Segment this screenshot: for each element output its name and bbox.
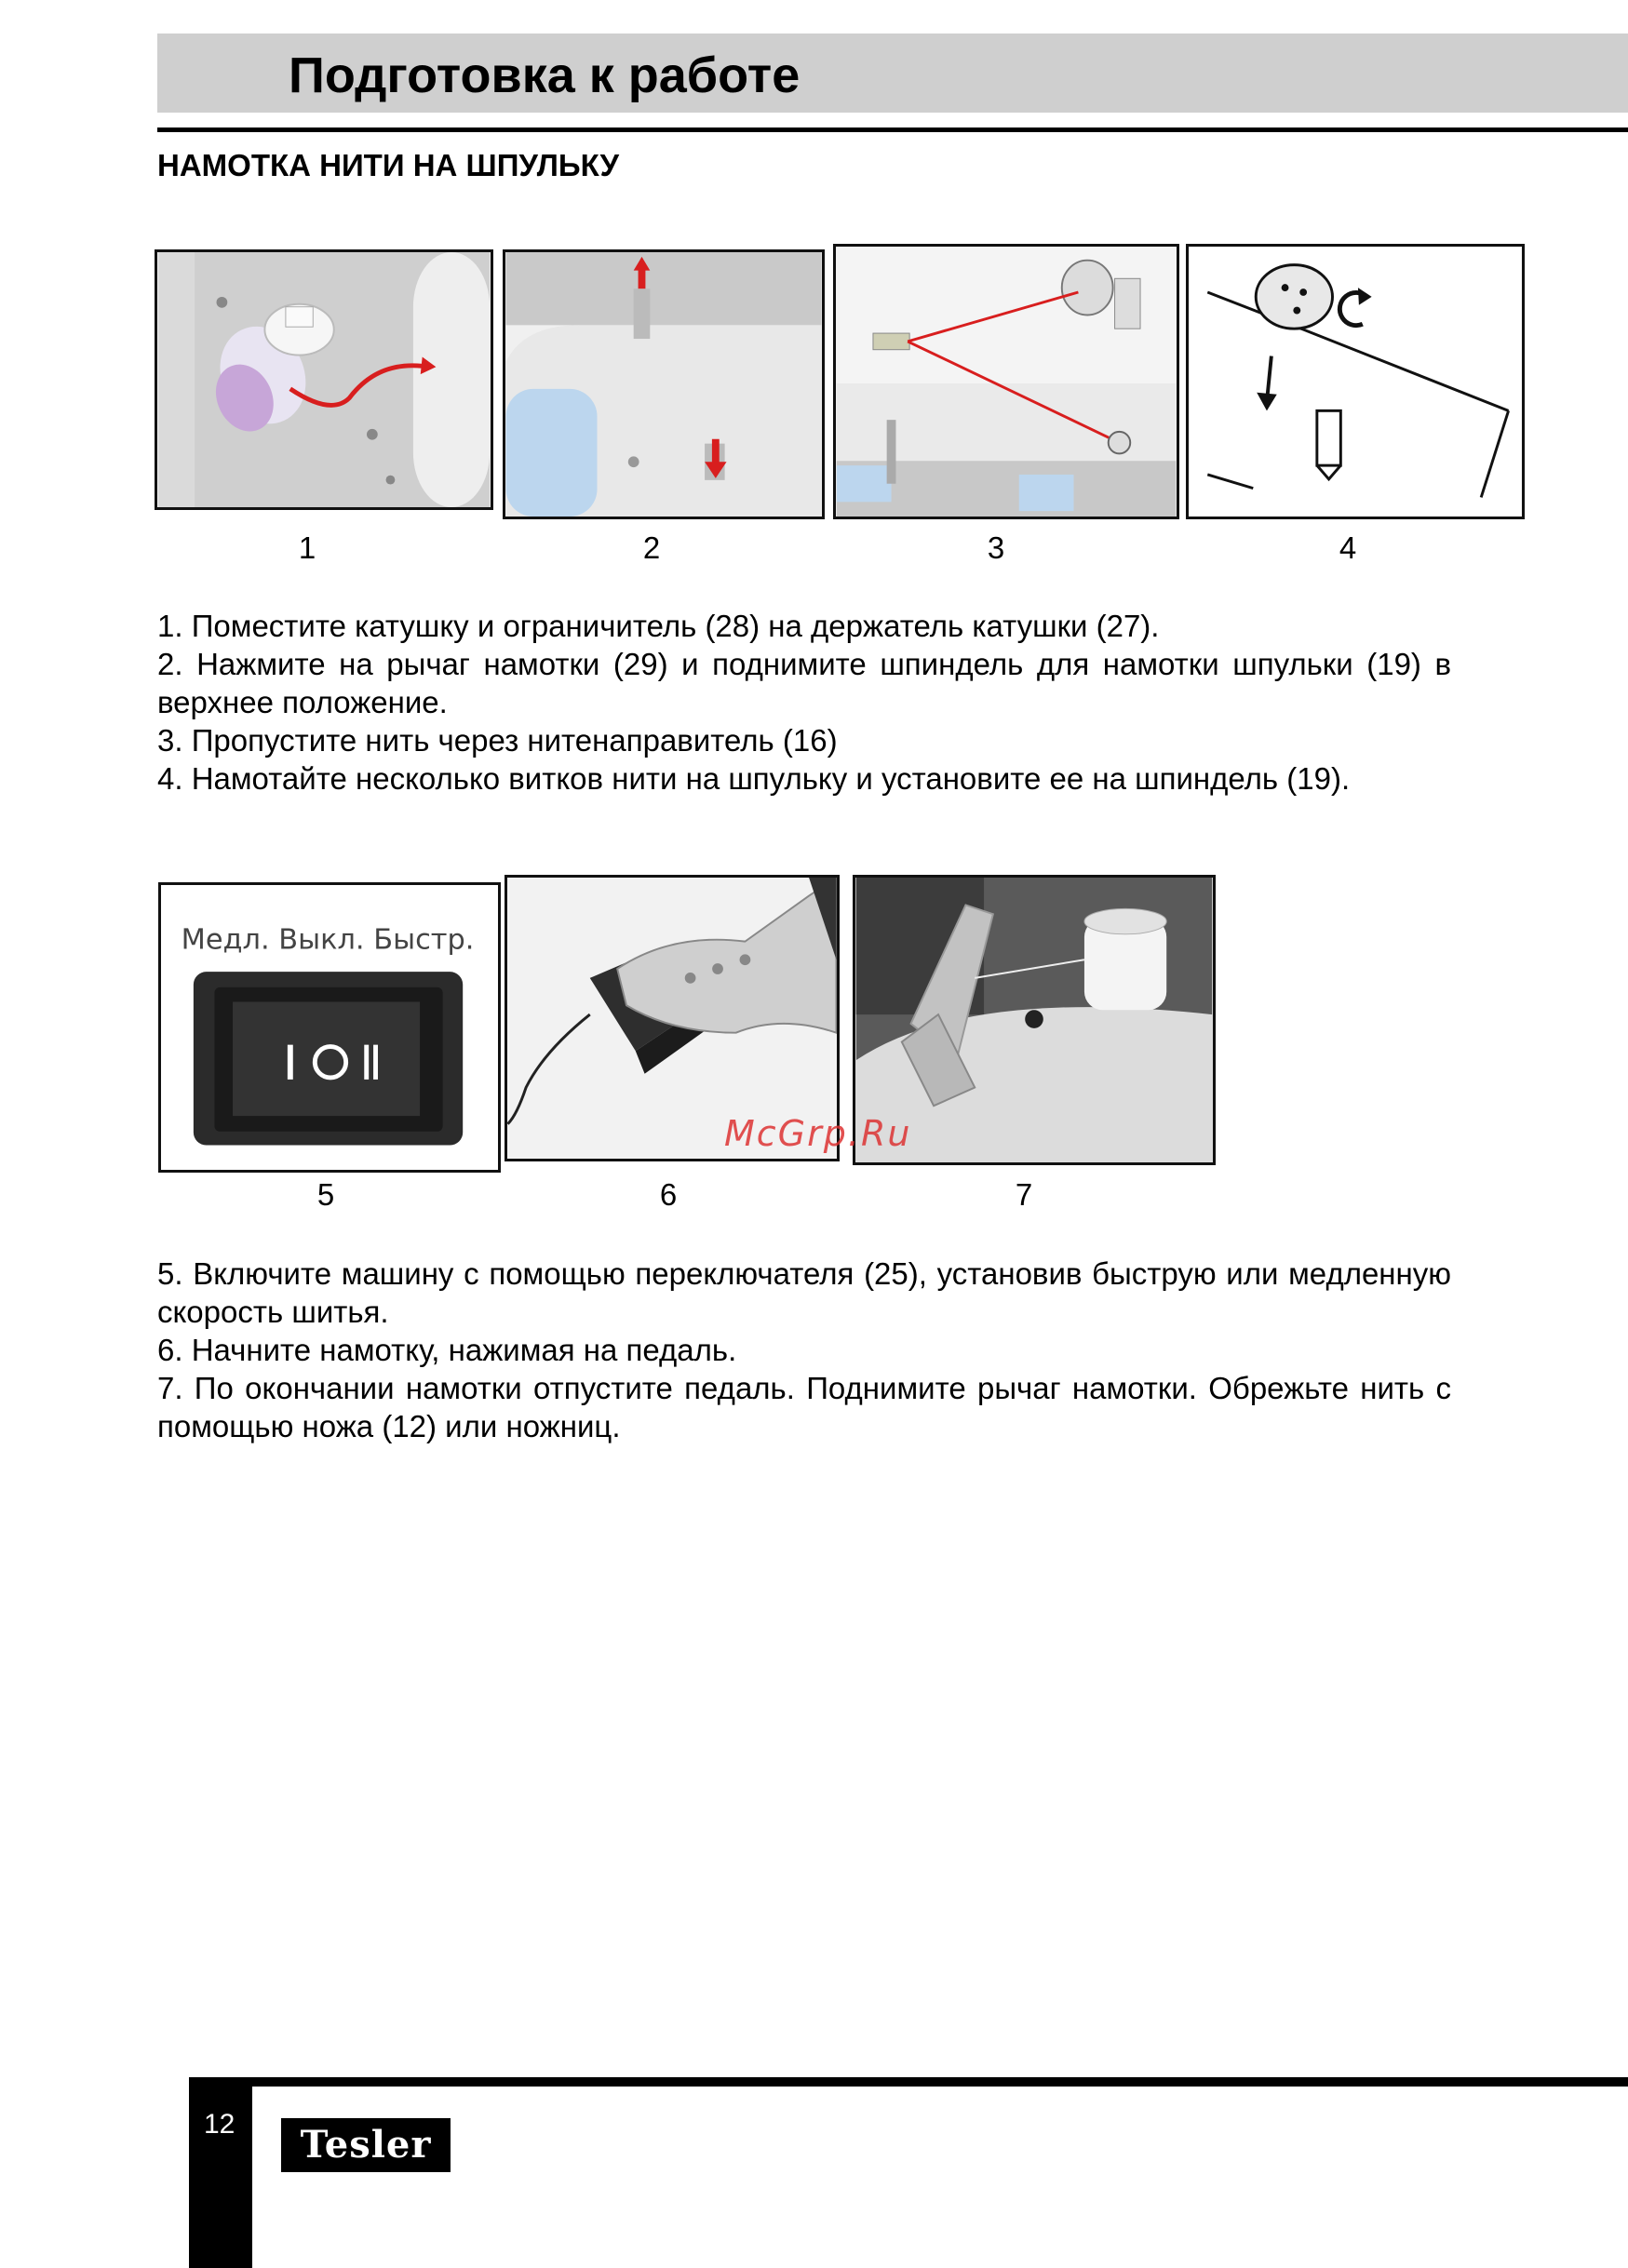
step-1: 1. Поместите катушку и ограничитель (28) на держатель катушки (27). <box>157 609 1160 643</box>
speed-switch-illustration <box>161 885 498 1170</box>
figure-number: 5 <box>316 1177 335 1212</box>
figure-number: 1 <box>298 530 316 565</box>
footer-divider <box>189 2077 1628 2087</box>
figure-number: 4 <box>1339 530 1357 565</box>
step-5: 5. Включите машину с помощью переключателя (25), установив быструю или медленную скорость шитья. <box>157 1256 1451 1329</box>
steps-part-2 <box>157 1255 1451 1445</box>
step-4: 4. Намотайте несколько витков нити на шпульку и установите ее на шпиндель (19). <box>157 761 1351 796</box>
steps-part-1 <box>157 607 1451 798</box>
page-number: 12 <box>204 2109 235 2140</box>
switch-label: Медл. Выкл. Быстр. <box>181 923 475 957</box>
figure-number: 2 <box>642 530 661 565</box>
thread-guide-illustration <box>836 247 1177 517</box>
figure-5-speed-switch <box>158 882 501 1173</box>
page-title: Подготовка к работе <box>289 47 801 103</box>
step-6: 6. Начните намотку, нажимая на педаль. <box>157 1333 737 1367</box>
figure-number: 3 <box>987 530 1005 565</box>
figure-1-spool-holder <box>155 249 493 510</box>
bobbin-illustration <box>1189 247 1522 517</box>
section-heading: НАМОТКА НИТИ НА ШПУЛЬКУ <box>157 148 620 182</box>
spool-illustration <box>157 252 491 507</box>
figure-3-thread-guide <box>833 244 1179 519</box>
winder-illustration <box>505 252 822 517</box>
watermark: McGrp.Ru <box>724 1113 912 1154</box>
figure-4-bobbin-spindle <box>1186 244 1525 519</box>
brand-logo: Tesler <box>281 2118 451 2172</box>
header-divider <box>157 127 1628 132</box>
step-2: 2. Нажмите на рычаг намотки (29) и поднимите шпиндель для намотки шпульки (19) в верхнее положение. <box>157 647 1451 719</box>
figure-2-winder-lever <box>503 249 825 519</box>
step-3: 3. Пропустите нить через нитенаправитель (16) <box>157 723 838 758</box>
footer-bar <box>189 2077 252 2268</box>
figure-number: 7 <box>1015 1177 1033 1212</box>
figure-number: 6 <box>659 1177 678 1212</box>
step-7: 7. По окончании намотки отпустите педаль. Поднимите рычаг намотки. Обрежьте нить с помощью ножа (12) или ножниц. <box>157 1371 1451 1443</box>
